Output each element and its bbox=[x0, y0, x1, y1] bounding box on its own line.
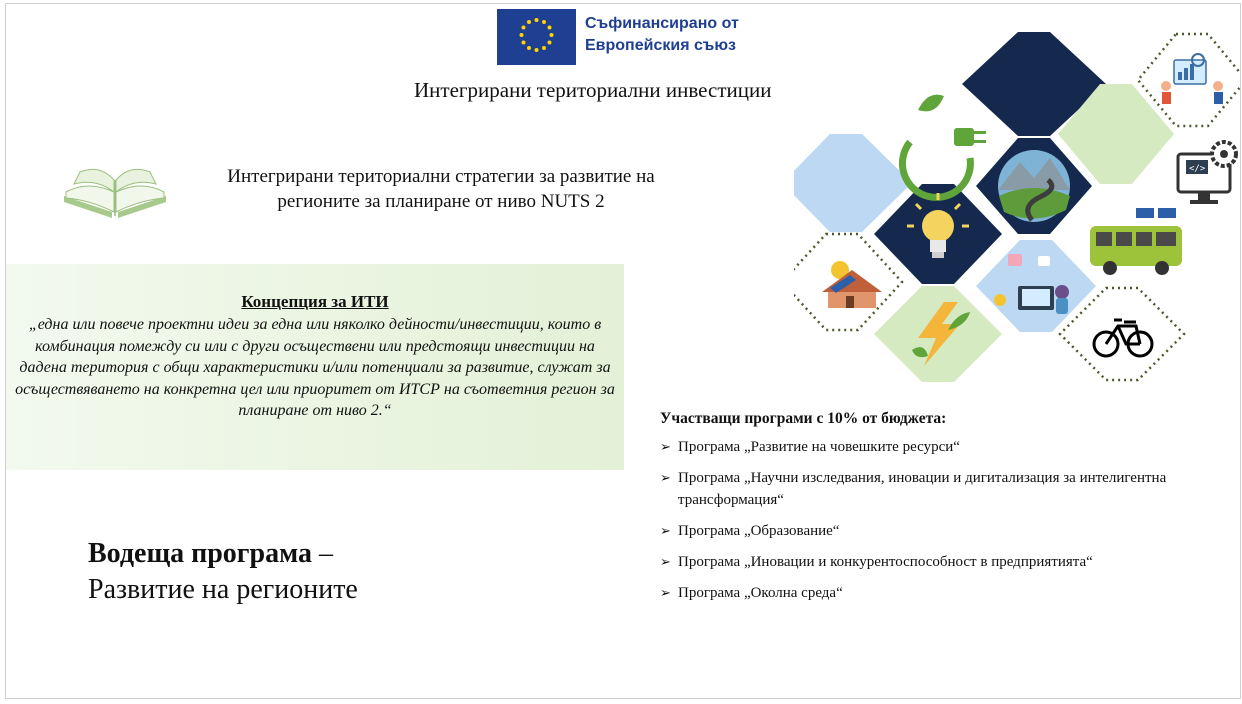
concept-title: Концепция за ИТИ bbox=[241, 292, 389, 311]
lead-program-name: Развитие на регионите bbox=[88, 574, 358, 605]
eco-plug-icon bbox=[902, 95, 986, 198]
concept-box bbox=[6, 264, 624, 470]
list-item-label: Програма „Развитие на човешките ресурси“ bbox=[678, 439, 960, 455]
eu-flag-icon bbox=[497, 9, 576, 65]
arrow-bullet-icon: ➢ bbox=[660, 585, 671, 600]
arrow-bullet-icon: ➢ bbox=[660, 523, 671, 538]
slide bbox=[5, 3, 1241, 699]
open-book-icon bbox=[60, 162, 170, 220]
list-item-label: Програма „Научни изследвания, иновации и дигитализация за интелигентна трансформация“ bbox=[678, 470, 1167, 508]
subtitle-line-1: Интегрирани териториални стратегии за развитие на bbox=[227, 166, 655, 187]
list-item-label: Програма „Иновации и конкурентоспособност в предприятията“ bbox=[678, 554, 1093, 570]
programs-list bbox=[660, 410, 1220, 613]
computer-gear-icon bbox=[1178, 142, 1236, 204]
list-item bbox=[660, 551, 1220, 573]
mountain-road-icon bbox=[998, 150, 1070, 222]
hexagon-mosaic bbox=[794, 30, 1241, 390]
list-item-label: Програма „Образование“ bbox=[678, 523, 840, 539]
eu-line-2: Европейския съюз bbox=[585, 37, 736, 54]
svg-text:</>: </> bbox=[1189, 164, 1206, 174]
bus-solar-icon bbox=[1090, 208, 1182, 275]
eu-line-1: Съфинансирано от bbox=[585, 15, 739, 32]
programs-title: Участващи програми с 10% от бюджета: bbox=[660, 410, 947, 427]
list-item-label: Програма „Околна среда“ bbox=[678, 585, 843, 601]
list-item bbox=[660, 436, 1220, 458]
lead-program bbox=[88, 536, 358, 608]
subtitle bbox=[166, 164, 716, 214]
list-item bbox=[660, 467, 1220, 511]
arrow-bullet-icon: ➢ bbox=[660, 470, 671, 485]
concept-text: „една или повече проектни идеи за една или няколко дейности/инвестиции, които в комбинация помежду си или с други осъществени или предстоящи инвестиции на дадена територия с общи характеристики и/или потенциали за развитие, служат за осъществяването на конкретна цел или приоритет от ИТСР на съответния регион за планиране от ниво 2.“ bbox=[15, 316, 615, 419]
arrow-bullet-icon: ➢ bbox=[660, 554, 671, 569]
subtitle-line-2: регионите за планиране от ниво NUTS 2 bbox=[277, 191, 605, 212]
lead-program-dash: – bbox=[311, 538, 333, 569]
lead-program-label: Водеща програма bbox=[88, 538, 312, 569]
page-title: Интегрирани териториални инвестиции bbox=[414, 78, 772, 102]
list-item bbox=[660, 582, 1220, 604]
eu-cofunded-label bbox=[585, 13, 739, 57]
list-item bbox=[660, 520, 1220, 542]
arrow-bullet-icon: ➢ bbox=[660, 439, 671, 454]
